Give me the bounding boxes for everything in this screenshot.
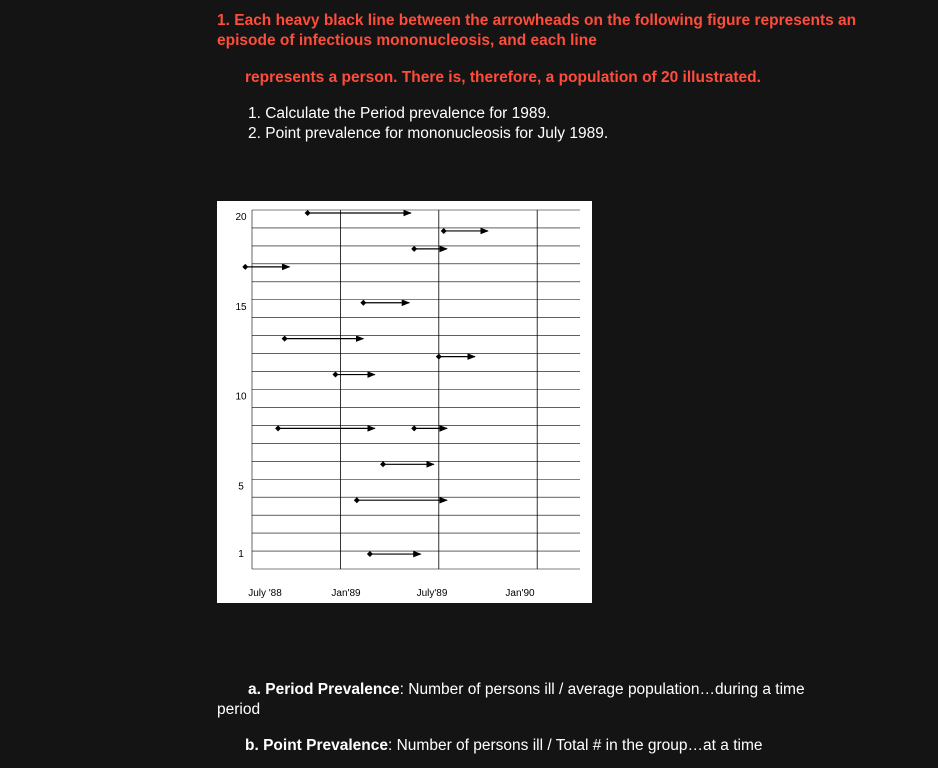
episode-start-diamond — [436, 354, 442, 360]
y-tick-label: 15 — [235, 301, 247, 313]
episode-start-diamond — [411, 246, 417, 252]
question-title: 1. Each heavy black line between the arrowheads on the following figure represents an episode of infectious mononucleosis, and each line — [217, 12, 857, 49]
x-tick-label: Jan'90 — [505, 588, 535, 599]
episode-start-diamond — [305, 210, 311, 216]
episode-start-diamond — [380, 461, 386, 467]
task-list — [248, 104, 608, 144]
task-item-point-prevalence: 2. Point prevalence for mononucleosis for July 1989. — [248, 125, 609, 142]
episode-start-diamond — [360, 300, 366, 306]
task-item-period-prevalence: 1. Calculate the Period prevalence for 1989. — [248, 105, 551, 122]
episode-start-diamond — [367, 551, 373, 557]
question-subtitle: represents a person. There is, therefore, a population of 20 illustrated. — [245, 69, 761, 86]
episode-start-diamond — [441, 228, 447, 234]
episode-start-diamond — [354, 497, 360, 503]
y-tick-label: 20 — [235, 212, 247, 223]
x-tick-label: July'89 — [416, 588, 448, 599]
y-tick-label: 10 — [235, 391, 247, 403]
y-tick-label: 5 — [238, 481, 244, 493]
episode-timeline-figure — [217, 201, 592, 603]
period-prevalence-term: a. Period Prevalence — [248, 681, 400, 698]
point-prevalence-definition — [245, 736, 885, 756]
episode-start-diamond — [332, 372, 338, 378]
period-prevalence-definition — [217, 680, 827, 720]
episode-timeline-chart — [217, 201, 592, 603]
period-prevalence-text: : Number of persons ill / average population…during a time period — [217, 681, 805, 718]
x-tick-label: July '88 — [248, 588, 282, 599]
point-prevalence-term: b. Point Prevalence — [245, 737, 388, 754]
point-prevalence-text: : Number of persons ill / Total # in the group…at a time — [388, 737, 763, 754]
episode-start-diamond — [275, 425, 281, 431]
x-tick-label: Jan'89 — [331, 588, 361, 599]
episode-start-diamond — [242, 264, 248, 270]
episode-start-diamond — [411, 425, 417, 431]
episode-start-diamond — [282, 336, 288, 342]
y-tick-label: 1 — [238, 549, 244, 561]
